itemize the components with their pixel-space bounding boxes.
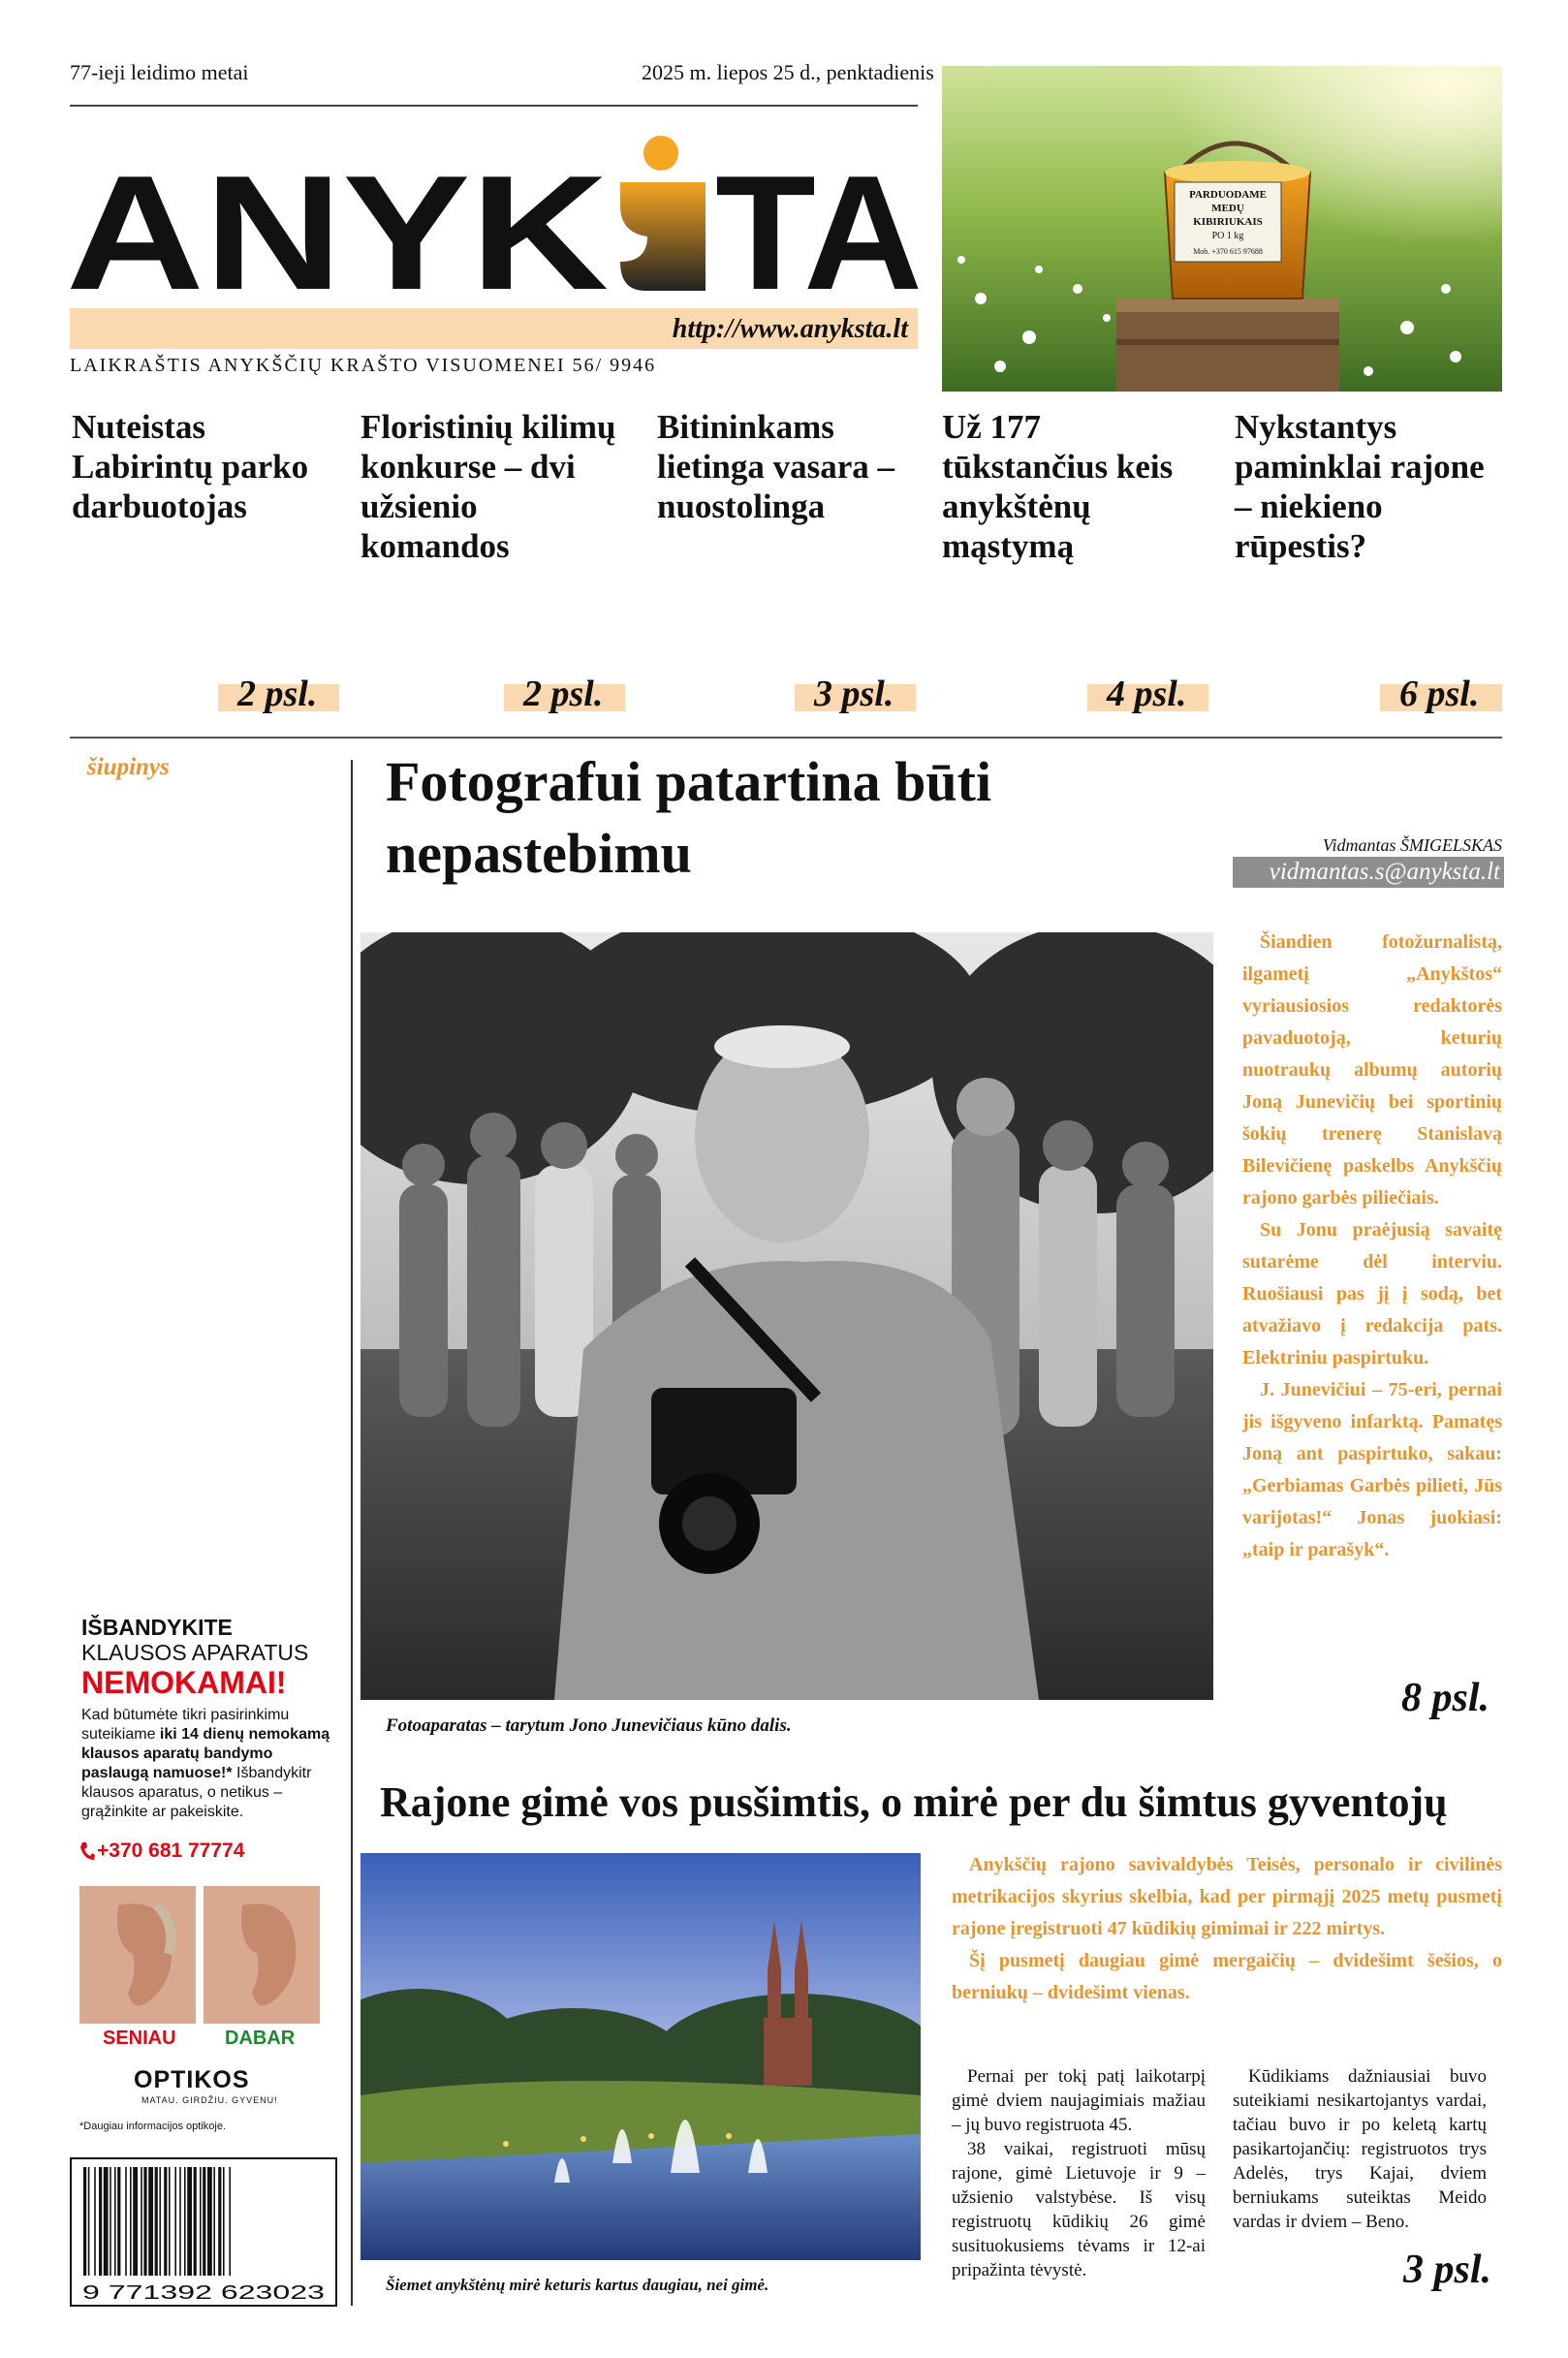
barcode-bar: [203, 2167, 205, 2276]
barcode-bar: [104, 2167, 109, 2276]
paragraph: Su Jonu praėjusią savaitę sutarėme dėl interviu. Ruošiausi pas jį į sodą, bet atvažiavo į redakcija pats. Elektriniu paspirtuku.: [1242, 1219, 1502, 1368]
website-url[interactable]: http://www.anyksta.lt: [672, 314, 908, 344]
barcode-bar: [200, 2167, 202, 2276]
second-article-col1: [952, 2064, 1206, 2282]
ad-title-line2: KLAUSOS APARATUS: [81, 1640, 309, 1665]
barcode-bar: [179, 2167, 181, 2276]
barcode-bar: [94, 2167, 96, 2276]
logo-s-shape: [620, 182, 706, 291]
barcode-bar: [114, 2167, 116, 2276]
paragraph: Pernai per tokį patį laikotarpį gimė dviem naujagimiais mažiau – jų buvo registruota 45.: [952, 2066, 1206, 2135]
fountain-photo: [361, 1853, 921, 2260]
barcode-bar: [184, 2167, 186, 2276]
edition-year: 77-ieji leidimo metai: [70, 60, 249, 84]
barcode-bar: [194, 2167, 197, 2276]
barcode-bar: [187, 2167, 192, 2276]
teaser-5[interactable]: Nykstantys paminklai rajone – niekieno rūpestis?: [1235, 408, 1485, 565]
photographer-photo: [361, 932, 1213, 1700]
paragraph: Šiandien fotožurnalistą, ilgametį „Anykštos“ vyriausiosios redaktorės pavaduotoją, keturių nuotraukų albumų autorių Joną Junevičių bei sportinių šokių trenerę Stanislavą Bilevičienę paskelbs Anykščių rajono garbės piliečiais.: [1242, 931, 1502, 1209]
teaser-4[interactable]: Už 177 tūkstančius keis anykštėnų mąstymą: [942, 408, 1174, 565]
second-article-page-ref[interactable]: 3 psl.: [1403, 2248, 1492, 2292]
barcode-digits: 9 771392 623023: [82, 2282, 325, 2304]
barcode-bar: [130, 2167, 132, 2276]
url-band: [70, 308, 918, 349]
ad-phone-number[interactable]: +370 681 77774: [97, 1839, 245, 1862]
teaser-1[interactable]: Nuteistas Labirintų parko darbuotojas: [72, 408, 309, 525]
ear-after-image: [204, 1886, 320, 2024]
barcode-bar: [133, 2167, 138, 2276]
phone-icon: [79, 1841, 95, 1861]
barcode-bar: [218, 2167, 221, 2276]
paragraph: Šį pusmetį daugiau gimė mergaičių – dvidešimt šešios, o berniukų – dvidešimt vienas.: [952, 1950, 1502, 2003]
main-photo-caption: Fotoaparatas – tarytum Jono Junevičiaus kūno dalis.: [386, 1715, 792, 1736]
svg-text:Mob. +370 615 97688: Mob. +370 615 97688: [1193, 247, 1263, 256]
barcode-bar: [169, 2167, 171, 2276]
barcode-bar: [125, 2167, 127, 2276]
svg-text:KIBIRIUKAIS: KIBIRIUKAIS: [1193, 216, 1263, 228]
teaser-4-page: 4 psl.: [1087, 673, 1208, 719]
teaser-3-page: 3 psl.: [795, 673, 916, 719]
paragraph: J. Junevičiui – 75-eri, pernai jis išgyveno infarktą. Pamatęs Joną ant paspirtuko, sakau: „Gerbiamas Garbės pilieti, Jūs varijotas!“ Jonas juokiasi: „taip ir parašyk“.: [1242, 1379, 1502, 1560]
sidebar-section-label[interactable]: šiupinys: [87, 754, 170, 780]
barcode-bar: [207, 2167, 212, 2276]
svg-text:PO 1 kg: PO 1 kg: [1211, 231, 1244, 241]
author-name: Vidmantas ŠMIGELSKAS: [1322, 835, 1502, 855]
masthead-logo: [66, 136, 923, 300]
logo-text-left: ANYK: [66, 141, 609, 300]
column-divider: [351, 760, 353, 2306]
barcode-bar: [159, 2167, 161, 2276]
barcode: [70, 2157, 337, 2307]
optikos-slogan: MATAU. GIRDŽIU. GYVENU!: [141, 2095, 278, 2105]
optikos-logo: OPTIKOS: [134, 2066, 250, 2093]
main-headline[interactable]: Fotografui patartina būti nepastebimu: [386, 750, 992, 885]
teaser-2-page: 2 psl.: [504, 673, 625, 719]
main-article-text: [1242, 927, 1502, 1566]
second-article-col2: [1233, 2064, 1487, 2234]
barcode-bar: [155, 2167, 158, 2276]
barcode-bar: [117, 2167, 120, 2276]
barcode-bar: [110, 2167, 111, 2276]
before-label: SENIAU: [103, 2028, 176, 2049]
teaser-3[interactable]: Bitininkams lietinga vasara – nuostolinga: [657, 408, 894, 525]
main-article-page-ref[interactable]: 8 psl.: [1401, 1676, 1490, 1720]
barcode-bar: [164, 2167, 167, 2276]
hearing-aid-ad[interactable]: [70, 1607, 337, 2150]
logo-dot: [643, 136, 678, 171]
ad-body: Kad būtumėte tikri pasirinkimu suteikiame iki 14 dienų nemokamą klausos aparatų bandymo paslaugą namuose!* Išbandykitr klausos aparatus, o netikus – grąžinkite ar pakeiskite.: [81, 1707, 330, 1820]
teaser-2[interactable]: Floristinių kilimų konkurse – dvi užsienio komandos: [361, 408, 616, 565]
honey-bucket-photo: [942, 66, 1502, 392]
ad-title-line3: NEMOKAMAI!: [81, 1665, 287, 1700]
barcode-bar: [223, 2167, 225, 2276]
newspaper-tagline: LAIKRAŠTIS ANYKŠČIŲ KRAŠTO VISUOMENEI 56/ 9946: [70, 355, 657, 376]
barcode-bar: [213, 2167, 215, 2276]
logo-text-right: TA: [715, 141, 923, 300]
teaser-5-page: 6 psl.: [1380, 673, 1502, 719]
barcode-bar: [83, 2167, 86, 2276]
second-article-lead: [952, 1849, 1502, 2009]
barcode-bar: [174, 2167, 176, 2276]
barcode-bar: [229, 2167, 231, 2276]
second-photo-caption: Šiemet anykštėnų mirė keturis kartus daugiau, nei gimė.: [386, 2276, 769, 2294]
svg-text:PARDUODAME: PARDUODAME: [1189, 189, 1267, 201]
issue-date: 2025 m. liepos 25 d., penktadienis: [642, 60, 934, 84]
author-email[interactable]: vidmantas.s@anyksta.lt: [1233, 857, 1504, 888]
paragraph: Anykščių rajono savivaldybės Teisės, personalo ir civilinės metrikacijos skyrius skelbia, kad per pirmąjį 2025 metų pusmetį rajone įregistruoti 47 kūdikių gimimai ir 222 mirtys.: [952, 1854, 1502, 1939]
paragraph: Kūdikiams dažniausiai buvo suteikiami nesikartojantys vardai, tačiau buvo ir po keletą kartų pasikartojančių: registruotos trys Adelės, trys Kajai, dviem berniukams suteiktas Meido vardas ir dviem – Beno.: [1233, 2066, 1487, 2232]
ad-footnote: *Daugiau informacijos optikoje.: [79, 2121, 227, 2132]
barcode-bar: [141, 2167, 142, 2276]
barcode-bar: [148, 2167, 153, 2276]
paragraph: 38 vaikai, registruoti mūsų rajone, gimė Lietuvoje ir 9 – užsienio valstybėse. Iš visų registruotų kūdikių 26 gimė susituokusiems tėvams ir 12-ai pripažinta tėvystė.: [952, 2139, 1206, 2280]
barcode-bar: [99, 2167, 102, 2276]
ear-before-image: [79, 1886, 196, 2024]
ad-title-line1: IŠBANDYKITE: [81, 1615, 233, 1640]
teaser-1-page: 2 psl.: [218, 673, 339, 719]
header-divider: [70, 105, 918, 107]
barcode-bar: [143, 2167, 146, 2276]
after-label: DABAR: [225, 2028, 296, 2049]
svg-text:MEDŲ: MEDŲ: [1211, 203, 1244, 214]
section-divider: [70, 737, 1502, 739]
second-headline[interactable]: Rajone gimė vos pusšimtis, o mirė per du šimtus gyventojų: [380, 1778, 1448, 1826]
barcode-bar: [88, 2167, 90, 2276]
